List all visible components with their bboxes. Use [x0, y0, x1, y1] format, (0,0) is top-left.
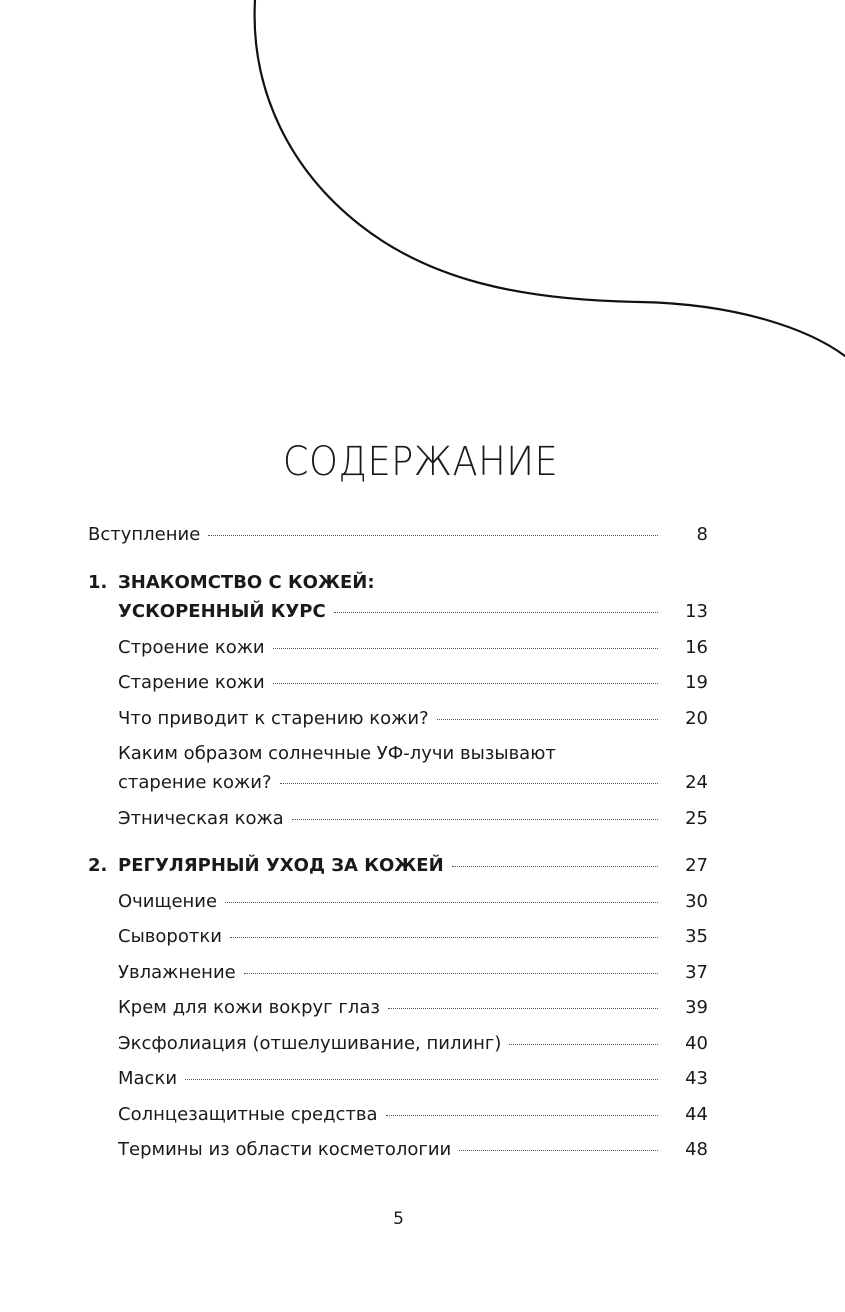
toc-entry-chapter-2: [88, 855, 708, 877]
toc-page-number: 30: [685, 891, 708, 912]
chapter-title: РЕГУЛЯРНЫЙ УХОД ЗА КОЖЕЙ: [118, 855, 444, 876]
toc-entry: [88, 672, 708, 694]
toc-entry-chapter-1: [88, 601, 708, 623]
toc-entry-label: Старение кожи: [118, 672, 265, 693]
toc-entry-label: Вступление: [88, 524, 201, 545]
toc-page-number: 44: [685, 1104, 708, 1125]
chapter-title-line1: ЗНАКОМСТВО С КОЖЕЙ:: [118, 572, 375, 593]
toc-page-number: 24: [685, 772, 708, 793]
leader-dots: [208, 535, 658, 536]
toc-entry: [88, 808, 708, 830]
toc-entry: [88, 1104, 708, 1126]
leader-dots: [292, 819, 658, 820]
leader-dots: [437, 719, 658, 720]
toc-page-number: 20: [685, 708, 708, 729]
leader-dots: [230, 937, 658, 938]
toc-page-number: 48: [685, 1139, 708, 1160]
page-title: СОДЕРЖАНИЕ: [282, 439, 559, 485]
toc-page-number: 37: [685, 962, 708, 983]
decorative-curve: [0, 0, 845, 380]
toc-entry: [88, 637, 708, 659]
page-folio: 5: [393, 1209, 404, 1229]
toc-page-number: 39: [685, 997, 708, 1018]
toc-entry: [88, 1068, 708, 1090]
toc-page-number: 40: [685, 1033, 708, 1054]
toc-page-number: 25: [685, 808, 708, 829]
toc-entry-label: Маски: [118, 1068, 178, 1089]
toc-page-number: 13: [685, 601, 708, 622]
toc-entry: [88, 997, 708, 1019]
chapter-number: 2.: [88, 855, 108, 876]
leader-dots: [452, 866, 658, 867]
toc-entry-label: Очищение: [118, 891, 218, 912]
leader-dots: [509, 1044, 658, 1045]
toc-entry: [88, 772, 708, 794]
toc-entry-label: Солнцезащитные средства: [118, 1104, 378, 1125]
toc-entry-label: Крем для кожи вокруг глаз: [118, 997, 380, 1018]
chapter-number: 1.: [88, 572, 108, 593]
toc-entry: [88, 708, 708, 730]
leader-dots: [273, 648, 658, 649]
toc-page-number: 35: [685, 926, 708, 947]
toc-entry-label-line1: Каким образом солнечные УФ-лучи вызывают: [118, 743, 556, 764]
toc-entry-label: Термины из области косметологии: [118, 1139, 452, 1160]
leader-dots: [388, 1008, 658, 1009]
toc-entry: [88, 891, 708, 913]
toc-entry-label: старение кожи?: [118, 772, 272, 793]
toc-entry-label: Строение кожи: [118, 637, 265, 658]
toc-entry: [88, 1033, 708, 1055]
toc-entry-label: Сыворотки: [118, 926, 222, 947]
chapter-title-line2: УСКОРЕННЫЙ КУРС: [118, 601, 326, 622]
leader-dots: [280, 783, 658, 784]
toc-entry-label: Эксфолиация (отшелушивание, пилинг): [118, 1033, 502, 1054]
leader-dots: [334, 612, 658, 613]
toc-page-number: 8: [696, 524, 708, 545]
toc-entry-intro: [88, 524, 708, 546]
leader-dots: [244, 973, 658, 974]
toc-page-number: 16: [685, 637, 708, 658]
toc-page-number: 43: [685, 1068, 708, 1089]
leader-dots: [225, 902, 658, 903]
toc-entry: [88, 926, 708, 948]
toc-entry-label: Увлажнение: [118, 962, 236, 983]
leader-dots: [386, 1115, 658, 1116]
toc-entry-label: Этническая кожа: [118, 808, 284, 829]
toc-page-number: 19: [685, 672, 708, 693]
leader-dots: [459, 1150, 658, 1151]
toc-page-number: 27: [685, 855, 708, 876]
toc-entry-label: Что приводит к старению кожи?: [118, 708, 429, 729]
leader-dots: [273, 683, 658, 684]
toc-entry: [88, 1139, 708, 1161]
toc-entry: [88, 962, 708, 984]
leader-dots: [185, 1079, 658, 1080]
